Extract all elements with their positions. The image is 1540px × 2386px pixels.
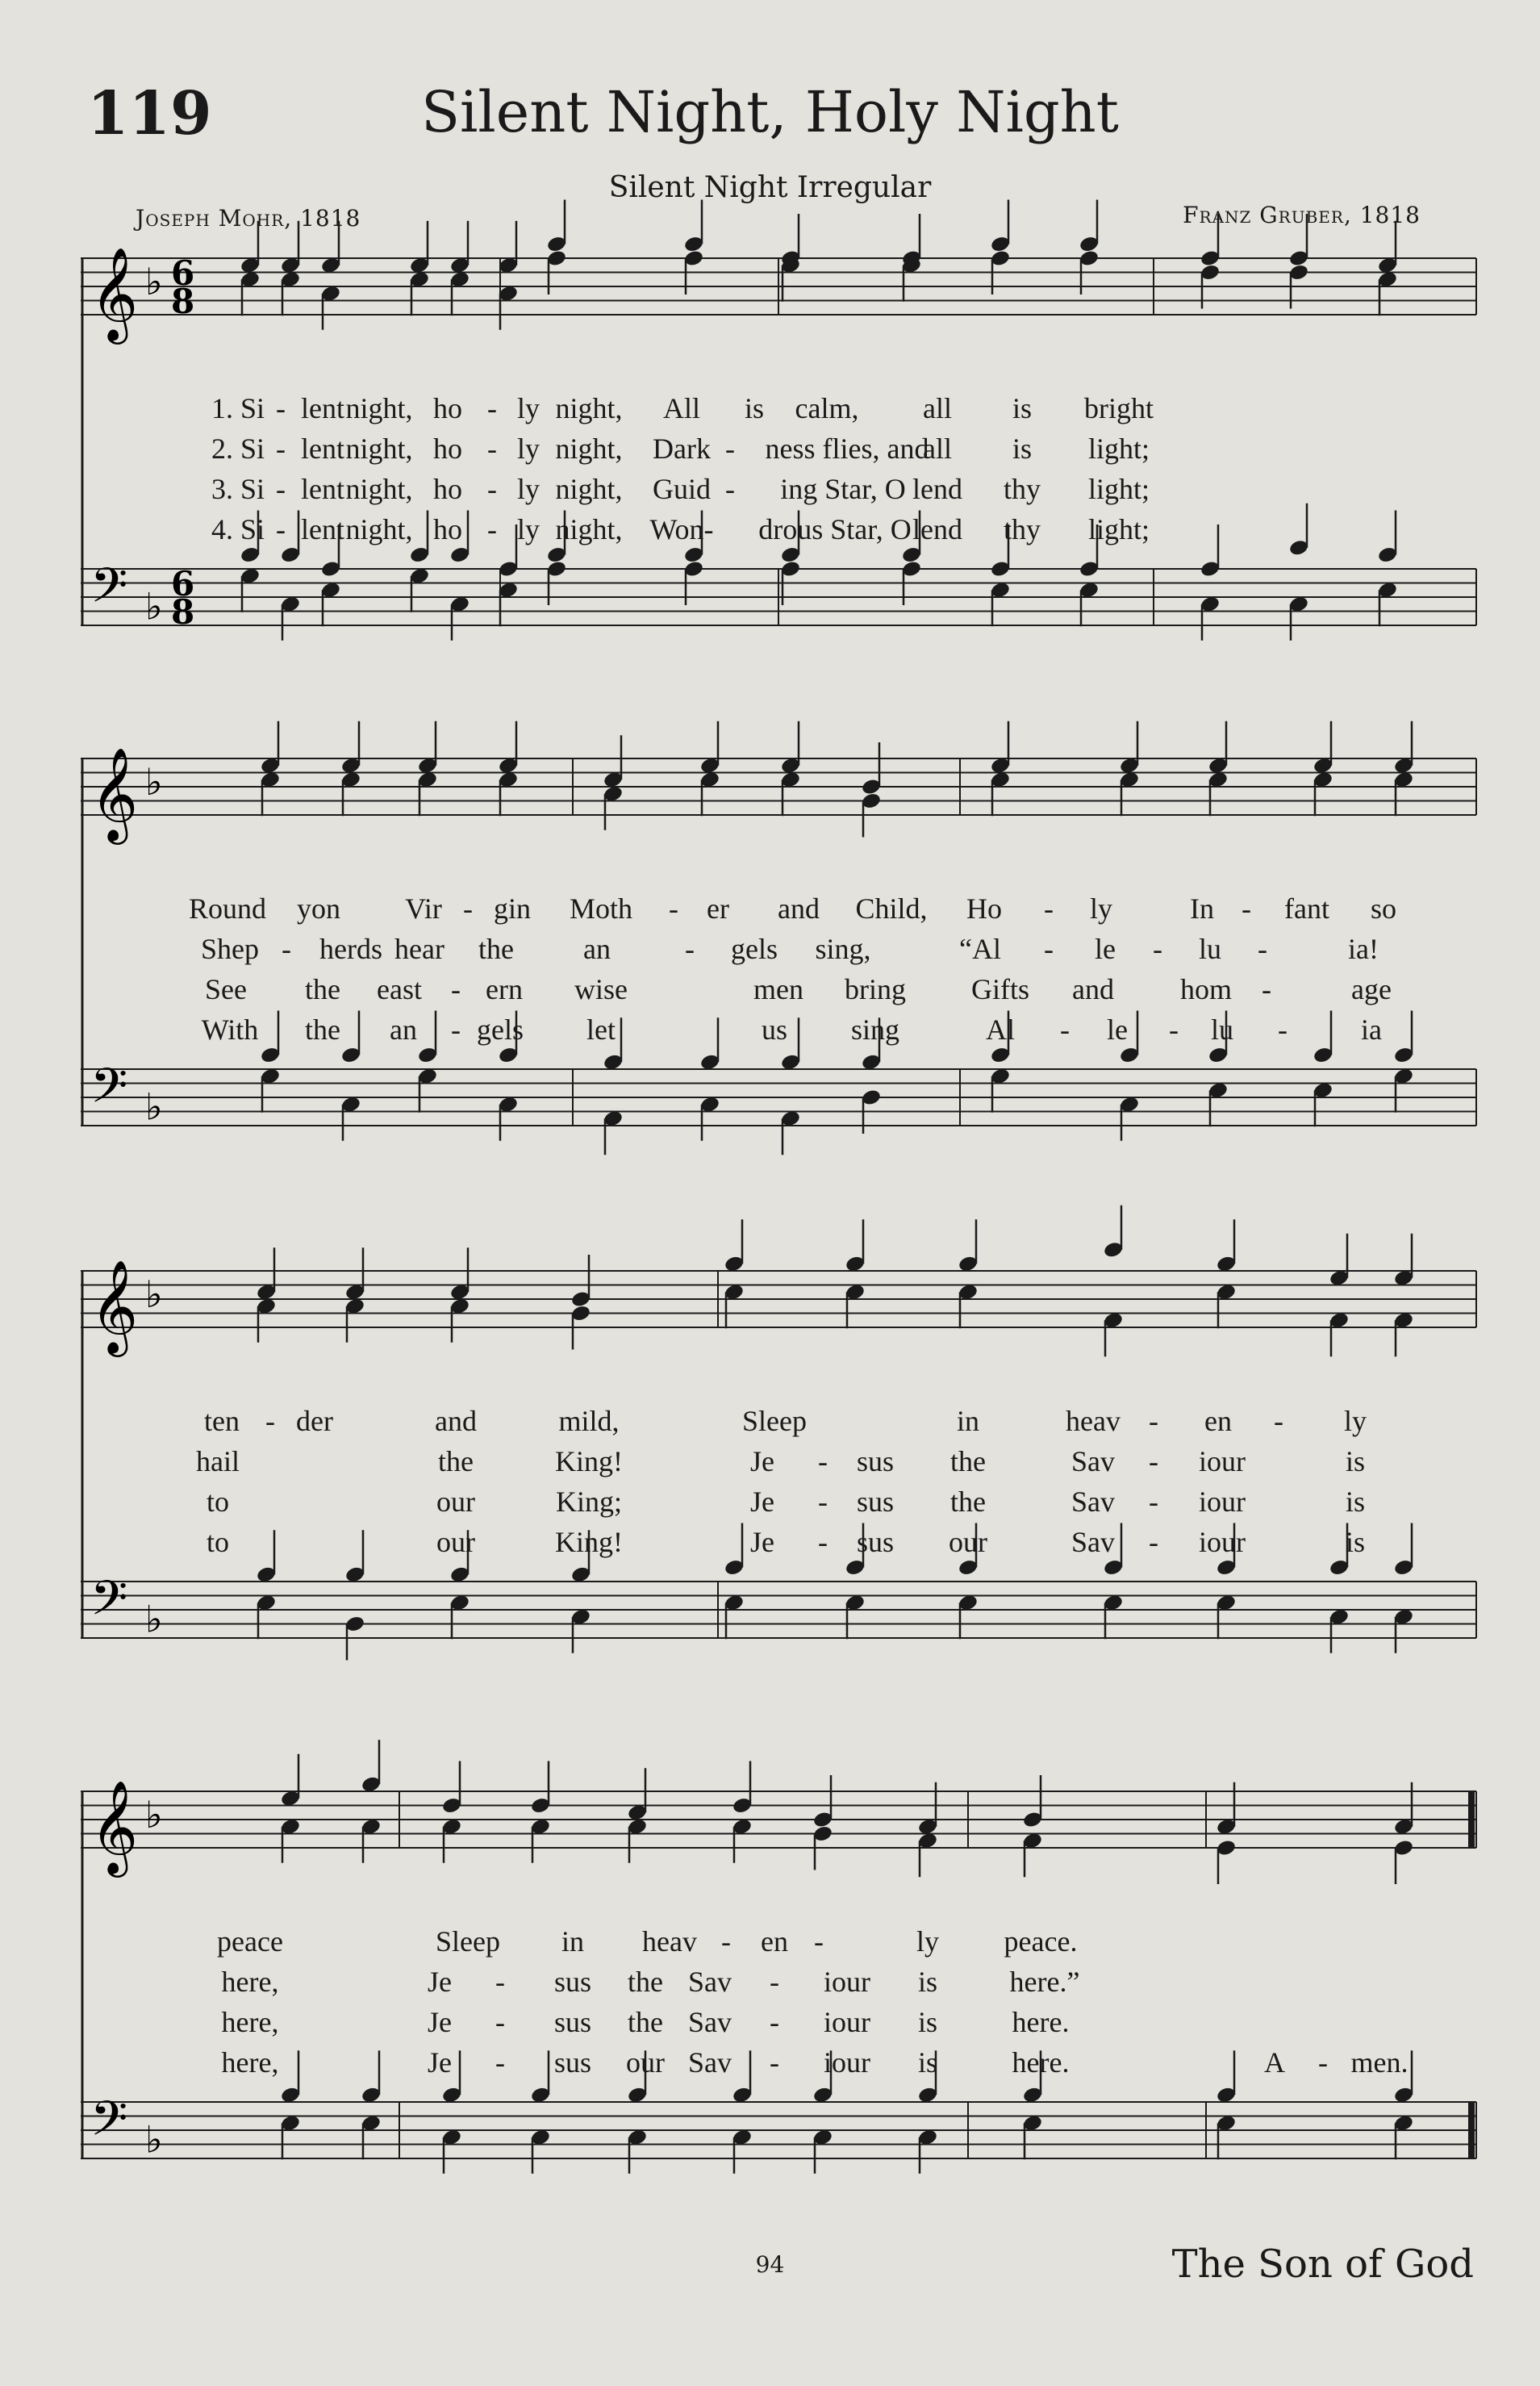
lyric-line	[81, 391, 1476, 428]
lyric-line	[81, 472, 1476, 509]
lyric-syllable: sus	[553, 1966, 592, 1998]
lyric-syllable: -	[1318, 2046, 1328, 2079]
lyric-syllable: 1. Si	[211, 392, 265, 424]
lyric-syllable: our	[949, 1526, 987, 1558]
lyric-syllable: lend	[912, 513, 962, 545]
lyric-syllable: us	[761, 1013, 788, 1046]
lyric-line	[81, 892, 1476, 929]
bass-time-signature-top: 6	[171, 564, 195, 604]
lyric-syllable: night,	[555, 473, 623, 505]
lyric-syllable: in	[956, 1405, 980, 1437]
lyric-syllable: wise	[574, 973, 628, 1005]
lyric-syllable: 4. Si	[211, 513, 265, 545]
lyric-syllable: Sleep	[436, 1925, 500, 1958]
lyric-syllable: -	[725, 473, 735, 505]
lyric-syllable: 3. Si	[211, 473, 265, 505]
lyric-line	[81, 2005, 1476, 2042]
lyric-syllable: peace	[217, 1925, 283, 1958]
section-label: The Son of God	[1171, 2242, 1474, 2287]
hymn-title: Silent Night, Holy Night	[421, 79, 1119, 145]
lyric-syllable: heav	[1066, 1405, 1121, 1437]
lyric-syllable: -	[1044, 892, 1054, 925]
flat-icon: ♭	[145, 584, 163, 629]
lyric-syllable: ing Star, O	[780, 473, 906, 505]
lyric-line	[81, 1924, 1476, 1962]
lyric-syllable: and	[435, 1405, 477, 1437]
bass-clef-icon: 𝄢	[90, 2090, 128, 2158]
lyric-syllable: gels	[477, 1013, 524, 1046]
lyric-syllable: -	[487, 473, 497, 505]
lyric-syllable: sus	[856, 1486, 895, 1518]
lyric-syllable: ho	[433, 392, 462, 424]
lyric-syllable: ly	[1089, 892, 1113, 925]
treble-clef-icon: 𝄞	[90, 1779, 139, 1874]
lyric-syllable: is	[917, 2046, 938, 2079]
lyric-syllable: ly	[1343, 1405, 1367, 1437]
lyric-syllable: thy	[1003, 513, 1041, 545]
lyric-line	[81, 2045, 1476, 2083]
lyric-syllable: thy	[1003, 473, 1041, 505]
lyric-syllable: lu	[1210, 1013, 1234, 1046]
lyric-syllable: the	[628, 2006, 663, 2038]
music-system	[81, 1255, 1476, 1641]
lyric-syllable: 2. Si	[211, 432, 265, 465]
lyric-syllable: ho	[433, 432, 462, 465]
lyric-syllable: hail	[196, 1445, 240, 1477]
lyric-syllable: -	[276, 513, 286, 545]
music-system	[81, 242, 1476, 632]
lyric-syllable: night,	[555, 432, 623, 465]
lyric-syllable: Sav	[688, 1966, 732, 1998]
lyric-syllable: -	[725, 432, 735, 465]
lyric-syllable: -	[495, 2046, 505, 2079]
lyric-syllable: bright	[1084, 392, 1154, 424]
lyric-syllable: Dark	[653, 432, 711, 465]
lyric-syllable: Shep	[201, 933, 259, 965]
lyric-syllable: -	[685, 933, 695, 965]
lyric-syllable: sus	[553, 2006, 592, 2038]
lyric-syllable: Guid	[653, 473, 711, 505]
lyric-syllable: is	[1345, 1526, 1366, 1558]
lyric-syllable: ia	[1361, 1013, 1382, 1046]
lyric-syllable: peace.	[1004, 1925, 1078, 1958]
lyric-syllable: -	[669, 892, 678, 925]
lyric-syllable: lent	[301, 392, 344, 424]
lyric-syllable: our	[436, 1486, 475, 1518]
lyric-syllable: in	[561, 1925, 585, 1958]
treble-clef-icon: 𝄞	[90, 1259, 139, 1353]
lyric-syllable: is	[1012, 432, 1033, 465]
lyric-syllable: bring	[845, 973, 906, 1005]
flat-icon: ♭	[145, 2117, 163, 2162]
lyric-line	[81, 1485, 1476, 1522]
lyric-syllable: King!	[555, 1526, 623, 1558]
lyric-syllable: ly	[516, 473, 540, 505]
lyric-syllable: so	[1370, 892, 1397, 925]
lyric-syllable: ern	[486, 973, 523, 1005]
lyric-syllable: -	[1258, 933, 1267, 965]
lyric-syllable: -	[818, 1445, 828, 1477]
lyric-syllable: Child,	[855, 892, 928, 925]
lyric-syllable: hear	[394, 933, 444, 965]
lyric-syllable: -	[265, 1405, 275, 1437]
treble-clef-icon: 𝄞	[90, 746, 139, 841]
lyric-syllable: iour	[824, 2006, 870, 2038]
lyric-syllable: night,	[555, 513, 623, 545]
lyric-syllable: Je	[750, 1486, 774, 1518]
lyric-line	[81, 512, 1476, 549]
lyric-syllable: iour	[1199, 1526, 1246, 1558]
lyric-syllable: Sleep	[742, 1405, 807, 1437]
lyric-syllable: all	[923, 432, 952, 465]
lyric-syllable: King;	[555, 1486, 623, 1518]
lyric-line	[81, 1404, 1476, 1441]
lyric-syllable: Sav	[1071, 1486, 1115, 1518]
lyric-syllable: -	[282, 933, 291, 965]
lyric-syllable: light;	[1087, 432, 1150, 465]
lyric-syllable: le	[1095, 933, 1116, 965]
lyric-syllable: the	[628, 1966, 663, 1998]
lyric-syllable: to	[206, 1526, 230, 1558]
lyric-syllable: to	[206, 1486, 230, 1518]
lyric-syllable: en	[761, 1925, 788, 1958]
lyric-line	[81, 932, 1476, 969]
lyric-syllable: -	[276, 432, 286, 465]
treble-time-signature-bottom: 8	[171, 282, 195, 321]
lyric-syllable: -	[1044, 933, 1054, 965]
lyric-syllable: A	[1264, 2046, 1285, 2079]
lyric-syllable: -	[770, 2006, 779, 2038]
lyric-syllable: King!	[555, 1445, 623, 1477]
lyric-syllable: “Al	[959, 933, 1001, 965]
lyric-syllable: iour	[1199, 1445, 1246, 1477]
lyric-syllable: ly	[516, 513, 540, 545]
lyric-syllable: an	[583, 933, 611, 965]
lyric-syllable: drous Star, O	[758, 513, 912, 545]
lyric-syllable: light;	[1087, 473, 1150, 505]
lyric-syllable: iour	[824, 2046, 870, 2079]
lyric-syllable: here,	[221, 2046, 279, 2079]
final-barline	[1468, 1791, 1475, 1848]
lyric-syllable: ten	[204, 1405, 240, 1437]
lyric-syllable: -	[814, 1925, 824, 1958]
lyric-syllable: -	[721, 1925, 731, 1958]
lyric-syllable: men	[753, 973, 803, 1005]
lyric-syllable: With	[201, 1013, 259, 1046]
lyric-syllable: Won-	[649, 513, 714, 545]
lyric-syllable: is	[1012, 392, 1033, 424]
lyric-syllable: Vir	[405, 892, 442, 925]
lyric-syllable: sing	[850, 1013, 900, 1046]
lyric-syllable: iour	[1199, 1486, 1246, 1518]
lyric-syllable: Je	[428, 2046, 452, 2079]
lyric-syllable: night,	[555, 392, 623, 424]
lyric-syllable: the	[438, 1445, 474, 1477]
lyric-syllable: here.”	[1009, 1966, 1080, 1998]
lyric-syllable: ly	[516, 392, 540, 424]
lyric-syllable: light;	[1087, 513, 1150, 545]
lyric-syllable: Ho	[966, 892, 1002, 925]
lyric-syllable: east	[377, 973, 422, 1005]
lyric-syllable: Moth	[569, 892, 633, 925]
lyric-syllable: sus	[856, 1526, 895, 1558]
lyric-line	[81, 432, 1476, 469]
lyric-syllable: sus	[553, 2046, 592, 2079]
lyric-line	[81, 1965, 1476, 2002]
lyric-syllable: is	[1345, 1445, 1366, 1477]
lyric-syllable: the	[305, 973, 340, 1005]
lyric-syllable: Je	[750, 1445, 774, 1477]
lyric-syllable: night,	[345, 473, 413, 505]
lyric-syllable: hom	[1179, 973, 1233, 1005]
lyric-syllable: heav	[642, 1925, 697, 1958]
lyric-syllable: -	[495, 1966, 505, 1998]
lyric-syllable: ness flies, and	[765, 432, 929, 465]
lyric-syllable: is	[917, 2006, 938, 2038]
flat-icon: ♭	[145, 260, 163, 303]
final-barline	[1468, 2102, 1475, 2158]
lyric-syllable: -	[276, 392, 286, 424]
lyric-syllable: here,	[221, 2006, 279, 2038]
lyric-syllable: lent	[301, 513, 344, 545]
lyric-syllable: here,	[221, 1966, 279, 1998]
lyric-syllable: -	[1169, 1013, 1179, 1046]
lyric-syllable: mild,	[558, 1405, 620, 1437]
lyric-syllable: and	[1072, 973, 1114, 1005]
lyric-syllable: ho	[433, 473, 462, 505]
author-credit: Joseph Mohr, 1818	[136, 205, 361, 232]
lyric-syllable: the	[478, 933, 514, 965]
lyric-syllable: -	[1149, 1445, 1158, 1477]
lyric-line	[81, 1525, 1476, 1562]
lyric-syllable: the	[305, 1013, 340, 1046]
lyric-syllable: Sav	[1071, 1445, 1115, 1477]
lyric-syllable: -	[487, 432, 497, 465]
lyric-syllable: yon	[297, 892, 340, 925]
lyric-syllable: the	[950, 1486, 986, 1518]
lyric-syllable: night,	[345, 432, 413, 465]
lyric-syllable: Gifts	[971, 973, 1029, 1005]
lyric-syllable: herds	[319, 933, 382, 965]
lyric-syllable: night,	[345, 392, 413, 424]
lyric-syllable: night,	[345, 513, 413, 545]
lyric-syllable: In	[1190, 892, 1214, 925]
lyric-syllable: Al	[986, 1013, 1015, 1046]
lyric-syllable: -	[1149, 1526, 1158, 1558]
treble-clef-icon: 𝄞	[90, 246, 139, 341]
music-system	[81, 742, 1476, 1129]
lyric-syllable: ia!	[1348, 933, 1379, 965]
lyric-syllable: en	[1204, 1405, 1232, 1437]
lyric-syllable: lu	[1198, 933, 1222, 965]
bass-clef-icon: 𝄢	[90, 1569, 128, 1638]
lyric-syllable: gels	[731, 933, 778, 965]
flat-icon: ♭	[145, 1597, 163, 1641]
lyric-syllable: sing,	[815, 933, 871, 965]
lyric-syllable: -	[451, 973, 461, 1005]
lyric-syllable: -	[495, 2006, 505, 2038]
flat-icon: ♭	[145, 1793, 163, 1837]
lyric-syllable: -	[818, 1526, 828, 1558]
tune-name: Silent Night Irregular	[608, 171, 932, 204]
lyric-syllable: sus	[856, 1445, 895, 1477]
lyric-syllable: fant	[1284, 892, 1329, 925]
lyric-line	[81, 972, 1476, 1009]
lyric-syllable: here.	[1012, 2046, 1070, 2079]
page-number: 94	[755, 2251, 785, 2278]
lyric-syllable: gin	[493, 892, 532, 925]
lyric-syllable: -	[1262, 973, 1271, 1005]
lyric-syllable: -	[1274, 1405, 1283, 1437]
lyric-syllable: Je	[750, 1526, 774, 1558]
lyric-syllable: age	[1351, 973, 1392, 1005]
treble-time-signature-top: 6	[171, 253, 195, 293]
composer-credit: Franz Gruber, 1818	[1183, 202, 1421, 228]
lyric-syllable: is	[917, 1966, 938, 1998]
lyric-syllable: our	[626, 2046, 665, 2079]
lyric-syllable: calm,	[795, 392, 859, 424]
lyric-syllable: All	[662, 392, 701, 424]
lyric-syllable: lent	[301, 432, 344, 465]
lyric-syllable: the	[950, 1445, 986, 1477]
lyric-syllable: lent	[301, 473, 344, 505]
lyric-syllable: -	[487, 392, 497, 424]
lyric-syllable: -	[487, 513, 497, 545]
lyric-syllable: -	[451, 1013, 461, 1046]
lyric-line	[81, 1444, 1476, 1481]
lyric-syllable: -	[770, 2046, 779, 2079]
lyric-syllable: der	[296, 1405, 333, 1437]
lyric-syllable: -	[1242, 892, 1251, 925]
hymn-number: 119	[87, 79, 212, 148]
music-system	[81, 1775, 1476, 2162]
lyric-syllable: -	[770, 1966, 779, 1998]
lyric-syllable: Round	[188, 892, 267, 925]
bass-clef-icon: 𝄢	[90, 557, 128, 625]
lyric-syllable: ly	[916, 1925, 940, 1958]
flat-icon: ♭	[145, 760, 163, 804]
lyric-syllable: Sav	[688, 2046, 732, 2079]
flat-icon: ♭	[145, 1272, 163, 1316]
lyric-syllable: Je	[428, 1966, 452, 1998]
lyric-syllable: ly	[516, 432, 540, 465]
lyric-syllable: men.	[1350, 2046, 1409, 2079]
bass-clef-icon: 𝄢	[90, 1057, 128, 1126]
lyric-syllable: is	[1345, 1486, 1366, 1518]
lyric-syllable: an	[390, 1013, 417, 1046]
lyric-syllable: Sav	[688, 2006, 732, 2038]
lyric-syllable: -	[1278, 1013, 1288, 1046]
lyric-syllable: -	[1060, 1013, 1070, 1046]
lyric-syllable: our	[436, 1526, 475, 1558]
lyric-syllable: ho	[433, 513, 462, 545]
lyric-line	[81, 1013, 1476, 1050]
lyric-syllable: lend	[912, 473, 962, 505]
lyric-syllable: here.	[1012, 2006, 1070, 2038]
lyric-syllable: -	[1149, 1486, 1158, 1518]
lyric-syllable: er	[707, 892, 729, 925]
lyric-syllable: -	[276, 473, 286, 505]
lyric-syllable: -	[818, 1486, 828, 1518]
lyric-syllable: Je	[428, 2006, 452, 2038]
lyric-syllable: and	[778, 892, 820, 925]
lyric-syllable: -	[1153, 933, 1162, 965]
lyric-syllable: See	[205, 973, 247, 1005]
flat-icon: ♭	[145, 1084, 163, 1129]
lyric-syllable: iour	[824, 1966, 870, 1998]
lyric-syllable: -	[463, 892, 473, 925]
bass-time-signature-bottom: 8	[171, 592, 195, 632]
lyric-syllable: let	[586, 1013, 616, 1046]
lyric-syllable: is	[744, 392, 765, 424]
lyric-syllable: -	[1149, 1405, 1158, 1437]
lyric-syllable: le	[1107, 1013, 1128, 1046]
lyric-syllable: Sav	[1071, 1526, 1115, 1558]
lyric-syllable: all	[923, 392, 952, 424]
